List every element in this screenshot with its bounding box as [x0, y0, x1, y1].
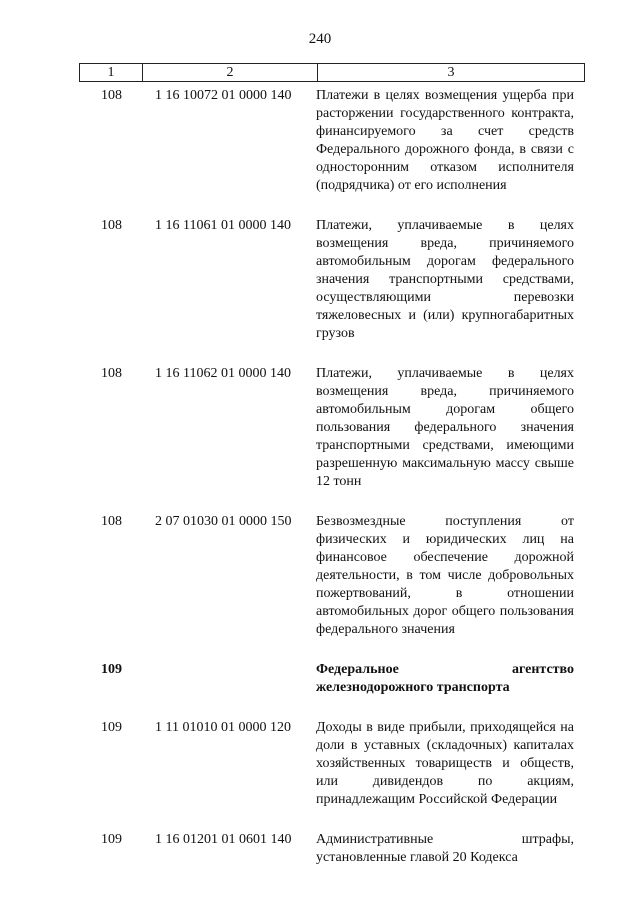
section-heading-row: [79, 661, 583, 719]
budget-classification-code: 1 16 11062 01 0000 140: [155, 366, 291, 381]
column-header-table: [79, 63, 585, 82]
budget-classification-code: 1 16 11061 01 0000 140: [155, 218, 291, 233]
revenue-description: Доходы в виде прибыли, приходящейся на доли в уставных (складочных) капиталах хозяйственных товариществ и обществ, или дивидендов по акциям, принадлежащим Российской Федерации: [316, 720, 574, 807]
revenue-description: Платежи, уплачиваемые в целях возмещения вреда, причиняемого автомобильным дорогам общего пользования федерального значения транспортными средствами, имеющими разрешенную максимальную массу свыше 12 тонн: [316, 366, 574, 489]
column-header-1: 1: [80, 64, 143, 82]
admin-code: 108: [101, 514, 122, 529]
column-header-2: 2: [143, 64, 318, 82]
column-header-row: [80, 64, 585, 82]
admin-code: 109: [101, 720, 122, 735]
table-row: [79, 82, 583, 217]
admin-code: 109: [101, 832, 122, 847]
revenue-description: Безвозмездные поступления от физических и юридических лиц на финансовое обеспечение дорожной деятельности, в том числе добровольных пожертвований, в отношении автомобильных дорог общего пользования федерального значения: [316, 514, 574, 637]
table-row: [79, 831, 583, 867]
admin-code: 108: [101, 366, 122, 381]
table-row: [79, 217, 583, 365]
revenue-description: Платежи в целях возмещения ущерба при расторжении государственного контракта, финансируемого за счет средств Федерального дорожного фонда, в связи с односторонним отказом исполнителя (подрядчика) от его исполнения: [316, 88, 574, 193]
budget-classification-code: 2 07 01030 01 0000 150: [155, 514, 292, 529]
admin-code: 108: [101, 218, 122, 233]
revenue-description: Административные штрафы, установленные главой 20 Кодекса: [316, 832, 574, 865]
revenue-description: Платежи, уплачиваемые в целях возмещения вреда, причиняемого автомобильным дорогам федерального значения транспортными средствами, осуществляющими перевозки тяжеловесных и (или) крупногабаритных грузов: [316, 218, 574, 341]
table-row: [79, 513, 583, 661]
admin-code: 109: [101, 662, 122, 677]
table-row: [79, 719, 583, 831]
table-row: [79, 365, 583, 513]
column-header-3: 3: [318, 64, 585, 82]
page-number: 240: [308, 31, 332, 47]
budget-classification-code: 1 16 10072 01 0000 140: [155, 88, 292, 103]
budget-classification-code: 1 11 01010 01 0000 120: [155, 720, 291, 735]
table-body: [79, 82, 583, 867]
admin-code: 108: [101, 88, 122, 103]
agency-name: Федеральное агентство железнодорожного транспорта: [316, 662, 574, 695]
budget-classification-code: 1 16 01201 01 0601 140: [155, 832, 292, 847]
